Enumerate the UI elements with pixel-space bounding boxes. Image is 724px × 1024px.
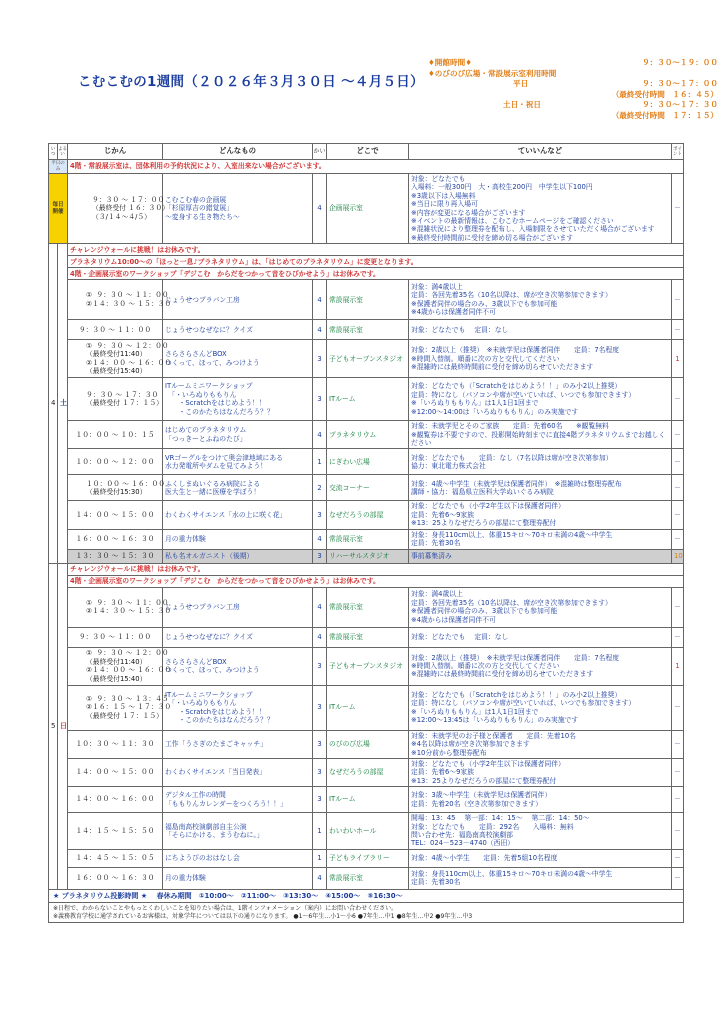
event-point: － bbox=[672, 685, 684, 730]
event-floor: 4 bbox=[313, 627, 327, 647]
event-place: 子どもライブラリー bbox=[327, 849, 409, 867]
schedule-table bbox=[48, 143, 684, 923]
holiday-value: ９：３０～１７：３０ bbox=[642, 100, 718, 110]
notice-text: チャレンジウォールに挑戦！はお休みです。 bbox=[68, 563, 684, 575]
weekday-notice: 4階・常設展示室は、団体利用の予約状況により、入室出来ない場合がございます。 bbox=[68, 160, 684, 174]
page-title: こむこむの1週間（２０２６年３月３０日 ～４月５日） bbox=[78, 74, 424, 90]
event-detail: 対象：未就学児とそのご家族 定員：先着60名 ※観覧無料 ※観覧券は不要ですので、投影開始時刻までに直接4階プラネタリウムまでお越しください bbox=[409, 421, 672, 449]
event-floor: 3 bbox=[313, 787, 327, 813]
event-name: 月の重力体験 bbox=[163, 867, 313, 889]
event-floor: 4 bbox=[313, 280, 327, 320]
event-detail: 対象：満4歳以上 定員：各回先着35名（10名以降は、席が空き次第参加できます） ※保護者同伴の場合のみ、3歳以下でも参加可能 ※4歳からは保護者同伴不可 bbox=[409, 280, 672, 320]
event-row bbox=[49, 685, 684, 730]
event-time: ① ９：３０ ～ １３：４５ ②１６：１５ ～ １７：３０ （最終受付 １７：１５） bbox=[68, 685, 163, 730]
event-row bbox=[49, 280, 684, 320]
holiday-label: 土日・祝日 bbox=[503, 100, 541, 110]
event-detail: 対象：どなたでも 定員：なし bbox=[409, 627, 672, 647]
notice-text: 4階・企画展示室のワークショップ「デジこむ からだをつかって音をひびかせよう」はお休みです。 bbox=[68, 575, 684, 587]
event-name: じょうせつなぜなに？クイズ bbox=[163, 320, 313, 340]
event-name: じょうせつプラバン工房 bbox=[163, 280, 313, 320]
event-row bbox=[49, 647, 684, 685]
day-of-week: 土 bbox=[58, 244, 68, 563]
event-time: ① ９：３０ ～ １１：００ ②１４：３０ ～ １５：３０ bbox=[68, 280, 163, 320]
event-row bbox=[49, 549, 684, 563]
weekday-value: ９：３０～１７：００ bbox=[642, 79, 718, 89]
notice-row bbox=[49, 268, 684, 280]
event-time: １４：００ ～ １５：００ bbox=[68, 758, 163, 786]
event-place: のびのび広場 bbox=[327, 730, 409, 758]
event-point: － bbox=[672, 421, 684, 449]
event-point: － bbox=[672, 280, 684, 320]
event-row bbox=[49, 320, 684, 340]
weekday-row bbox=[49, 160, 684, 174]
header-day: いつ bbox=[49, 144, 58, 160]
event-place: ITルーム bbox=[327, 787, 409, 813]
event-point: － bbox=[672, 449, 684, 475]
event-point: － bbox=[672, 813, 684, 850]
event-floor: 3 bbox=[313, 685, 327, 730]
event-name: わくわくサイエンス「当日発表」 bbox=[163, 758, 313, 786]
event-name: じょうせつなぜなに？クイズ bbox=[163, 627, 313, 647]
event-time: ９：３０ ～ １１：００ bbox=[68, 627, 163, 647]
event-floor: 1 bbox=[313, 449, 327, 475]
event-detail: 対象：2歳以上（推奨） ※未就学児は保護者同伴 定員：7名程度 ※時間入替制。順番に次の方と交代してください ※混雑時には最終時間前に受付を締め切らせていただきます bbox=[409, 340, 672, 378]
opening-hours bbox=[428, 58, 718, 122]
event-time: ① ９：３０ ～ １１：００ ②１４：３０ ～ １５：３０ bbox=[68, 587, 163, 627]
event-name: さらさらさんどBOX つくって、ほって、みつけよう bbox=[163, 647, 313, 685]
notice-text: 4階・企画展示室のワークショップ「デジこむ からだをつかって音をひびかせよう」はお休みです。 bbox=[68, 268, 684, 280]
event-time: １０：３０ ～ １１：３０ bbox=[68, 730, 163, 758]
event-place: 常設展示室 bbox=[327, 867, 409, 889]
weekday-last-value: （最終受付時間 １６：４５） bbox=[611, 89, 718, 99]
header-point: ポイント bbox=[672, 144, 684, 160]
open-value: ９：３０～１９：００ bbox=[642, 58, 718, 67]
footer-note: ※日程で、わからないことやもっとくわしいことを知りたい場合は、1階インフォメーション（案内）にお問い合わせください。 ※義務教育学校に通学されているお客様は、対象学年については以下の通りになります。 ●1～6年生…小1～小6 ●7年生…中1 ●8年生…中2 ●9年生…中3 bbox=[49, 903, 684, 923]
event-point: － bbox=[672, 758, 684, 786]
exhibit-row bbox=[49, 174, 684, 244]
event-floor: 4 bbox=[313, 587, 327, 627]
event-time: １６：００ ～ １６：３０ bbox=[68, 529, 163, 549]
event-point: 1 bbox=[672, 340, 684, 378]
notice-row bbox=[49, 563, 684, 575]
event-point: 10 bbox=[672, 549, 684, 563]
event-point: － bbox=[672, 529, 684, 549]
event-detail: 対象：どなたでも 定員：なし（7名以降は席が空き次第参加） 協力：東北電力株式会社 bbox=[409, 449, 672, 475]
event-row bbox=[49, 449, 684, 475]
event-name: 月の重力体験 bbox=[163, 529, 313, 549]
event-point: － bbox=[672, 867, 684, 889]
exhibit-point: － bbox=[672, 174, 684, 244]
event-name: 工作「うさぎのたまごキャッチ」 bbox=[163, 730, 313, 758]
event-floor: 3 bbox=[313, 647, 327, 685]
exhibit-name: こむこむ春の企画展 「杉原厚吉の錯覚展」 ～変身する生き物たち～ bbox=[163, 174, 313, 244]
event-name: さらさらさんどBOX つくって、ほって、みつけよう bbox=[163, 340, 313, 378]
event-detail: 対象：満4歳以上 定員：各回先着35名（10名以降は、席が空き次第参加できます） ※保護者同伴の場合のみ、3歳以下でも参加可能 ※4歳からは保護者同伴不可 bbox=[409, 587, 672, 627]
event-detail: 対象：4歳～中学生（未就学児は保護者同伴） ※混雑時は整理券配布 講師・協力：福島県立医科大学ぬいぐるみ病院 bbox=[409, 475, 672, 501]
event-name: わくわくサイエンス「水の上に咲く花」 bbox=[163, 501, 313, 529]
event-floor: 3 bbox=[313, 378, 327, 421]
event-detail: 対象：身長110cm以上、体重15キロ～70キロ未満の4歳～中学生 定員：先着30名 bbox=[409, 529, 672, 549]
event-row bbox=[49, 529, 684, 549]
event-place: なぜだろうの部屋 bbox=[327, 758, 409, 786]
event-point: － bbox=[672, 730, 684, 758]
event-floor: 3 bbox=[313, 340, 327, 378]
event-time: １６：００ ～ １６：３０ bbox=[68, 867, 163, 889]
day-number: 5 bbox=[49, 563, 58, 889]
event-time: １０：００ ～ １２：００ bbox=[68, 449, 163, 475]
event-place: 常設展示室 bbox=[327, 529, 409, 549]
event-name: ITルームミニワークショップ 「・いろぬりももりん ・Scratchをはじめよう！！ ・このかたちはなんだろう？？ bbox=[163, 378, 313, 421]
daily-label: 毎日開催 bbox=[49, 174, 68, 244]
header-detail: ていいんなど bbox=[409, 144, 672, 160]
event-detail: 対象：身長110cm以上、体重15キロ～70キロ未満の4歳～中学生 定員：先着30名 bbox=[409, 867, 672, 889]
event-point: － bbox=[672, 587, 684, 627]
header-place: どこで bbox=[327, 144, 409, 160]
event-name: ふくしまぬいぐるみ病院による 医大生と一緒に医療を学ぼう！ bbox=[163, 475, 313, 501]
event-floor: 3 bbox=[313, 501, 327, 529]
event-name: 私も名オルガニスト（後期） bbox=[163, 549, 313, 563]
event-place: 子どもオープンスタジオ bbox=[327, 647, 409, 685]
exhibit-detail: 対象：どなたでも 入場料：一般300円 大・高校生200円 中学生以下100円 ※3歳以下は入場無料 ※当日に限り再入場可 ※内容が変更になる場合がございます ※イベントの最新情報は、こむこむホームページをご確認ください ※混雑状況により整理券を配布し、入場制限をさせていただく場合がございます ※最終受付時間前に受付を締め切る場合がございます bbox=[409, 174, 672, 244]
event-name: 福島南高校演劇部自主公演 「そらにかける、まうむねに。」 bbox=[163, 813, 313, 850]
header-type: よるい bbox=[58, 144, 68, 160]
footer-planetarium-row bbox=[49, 889, 684, 902]
event-time: ９：３０ ～ １７：３０ （最終受付 １７：１５） bbox=[68, 378, 163, 421]
notice-text: プラネタリウム10:00～の「ほっと一息♪プラネタリウム」は、「はじめてのプラネタリウム」に変更となります。 bbox=[68, 256, 684, 268]
event-name: デジタル工作の時間 「ももりんカレンダーをつくろう！！」 bbox=[163, 787, 313, 813]
event-place: なぜだろうの部屋 bbox=[327, 501, 409, 529]
event-time: １４：４５ ～ １５：０５ bbox=[68, 849, 163, 867]
event-row bbox=[49, 475, 684, 501]
event-floor: 2 bbox=[313, 475, 327, 501]
event-row bbox=[49, 501, 684, 529]
event-floor: 1 bbox=[313, 849, 327, 867]
event-time: １３：３０ ～ １５：３０ bbox=[68, 549, 163, 563]
holiday-last-value: （最終受付時間 １７：１５） bbox=[611, 110, 718, 120]
event-name: VRゴーグルをつけて奥会津地域にある 水力発電所やダムを見てみよう！ bbox=[163, 449, 313, 475]
event-name: はじめてのプラネタリウム 「つっきーとふねのたび」 bbox=[163, 421, 313, 449]
event-place: 常設展示室 bbox=[327, 627, 409, 647]
event-point: － bbox=[672, 787, 684, 813]
event-time: １４：００ ～ １６：００ bbox=[68, 787, 163, 813]
event-time: １０：００ ～ １６：００ （最終受付15:30） bbox=[68, 475, 163, 501]
event-point: － bbox=[672, 849, 684, 867]
event-floor: 3 bbox=[313, 549, 327, 563]
event-time: ① ９：３０ ～ １２：００ （最終受付11:40） ②１４：００ ～ １６：００ （最終受付15:40） bbox=[68, 647, 163, 685]
table-header bbox=[49, 144, 684, 160]
day-number: 4 bbox=[49, 244, 58, 563]
event-row bbox=[49, 340, 684, 378]
event-place: 交流コーナー bbox=[327, 475, 409, 501]
event-row bbox=[49, 421, 684, 449]
notice-row bbox=[49, 244, 684, 256]
exhibit-floor: 4 bbox=[313, 174, 327, 244]
event-place: ITルーム bbox=[327, 378, 409, 421]
event-point: － bbox=[672, 627, 684, 647]
event-detail: 対象：どなたでも（「Scratchをはじめよう！！」のみ小2以上推奨） 定員：特になし（パソコンや席が空いていれば、いつでも参加できます） ※「いろぬりももりん」は1人1日1回まで ※12:00～13:45は「いろぬりももりん」のみ実施です bbox=[409, 685, 672, 730]
event-floor: 4 bbox=[313, 529, 327, 549]
open-label: ♦開館時間♦ bbox=[428, 58, 472, 67]
event-time: ① ９：３０ ～ １２：００ （最終受付11:40） ②１４：００ ～ １６：００ （最終受付15:40） bbox=[68, 340, 163, 378]
event-time: ９：３０ ～ １１：００ bbox=[68, 320, 163, 340]
event-row bbox=[49, 867, 684, 889]
event-detail: 対象：4歳～小学生 定員：先着5組10名程度 bbox=[409, 849, 672, 867]
event-row bbox=[49, 813, 684, 850]
plaza-label: ♦のびのび広場・常設展示室利用時間 bbox=[428, 68, 557, 78]
event-row bbox=[49, 587, 684, 627]
event-detail: 事前募集済み bbox=[409, 549, 672, 563]
event-place: ITルーム bbox=[327, 685, 409, 730]
notice-row bbox=[49, 256, 684, 268]
event-point: － bbox=[672, 501, 684, 529]
event-point: － bbox=[672, 475, 684, 501]
event-row bbox=[49, 378, 684, 421]
event-point: － bbox=[672, 378, 684, 421]
event-name: にちようびのおはなし会 bbox=[163, 849, 313, 867]
event-row bbox=[49, 849, 684, 867]
header-floor: かい bbox=[313, 144, 327, 160]
event-detail: 対象：どなたでも（「Scratchをはじめよう！！」のみ小2以上推奨） 定員：特になし（パソコンや席が空いていれば、いつでも参加できます） ※「いろぬりももりん」は1人1日1回まで ※12:00～14:00は「いろぬりももりん」のみ実施です bbox=[409, 378, 672, 421]
event-detail: 対象：2歳以上（推奨） ※未就学児は保護者同伴 定員：7名程度 ※時間入替制。順番に次の方と交代してください ※混雑時には最終時間前に受付を締め切らせていただきます bbox=[409, 647, 672, 685]
event-floor: 4 bbox=[313, 320, 327, 340]
event-row bbox=[49, 787, 684, 813]
event-point: 1 bbox=[672, 647, 684, 685]
event-detail: 開場：13：45 第一部：14：15～ 第二部：14：50～ 対象：どなたでも 定員：292名 入場料：無料 問い合わせ先：福島南高校演劇部 TEL：024－523－4740（西田） bbox=[409, 813, 672, 850]
notice-row bbox=[49, 575, 684, 587]
event-place: リハーサルスタジオ bbox=[327, 549, 409, 563]
exhibit-time: ９：３０ ～ １７：００ （最終受付 １６：３０） （３/１４～４/５） bbox=[68, 174, 163, 244]
event-place: 常設展示室 bbox=[327, 280, 409, 320]
header-time: じかん bbox=[68, 144, 163, 160]
event-name: じょうせつプラバン工房 bbox=[163, 587, 313, 627]
event-time: １４：１５ ～ １５：５０ bbox=[68, 813, 163, 850]
event-floor: 3 bbox=[313, 758, 327, 786]
event-detail: 対象：3歳～中学生（未就学児は保護者同伴） 定員：先着20名（空き次第参加できます） bbox=[409, 787, 672, 813]
footer-note-row bbox=[49, 903, 684, 923]
event-name: ITルームミニワークショップ 「・いろぬりももりん ・Scratchをはじめよう！！ ・このかたちはなんだろう？？ bbox=[163, 685, 313, 730]
event-place: プラネタリウム bbox=[327, 421, 409, 449]
event-detail: 対象：どなたでも 定員：なし bbox=[409, 320, 672, 340]
event-place: 常設展示室 bbox=[327, 587, 409, 627]
event-row bbox=[49, 730, 684, 758]
weekday-label: 平日のみ bbox=[49, 160, 68, 174]
planetarium-times: ★ プラネタリウム投影時間 ★ 春休み期間 ①10:00～ ②11:00～ ③13:30～ ④15:00～ ⑤16:30～ bbox=[49, 889, 684, 902]
event-place: にぎわい広場 bbox=[327, 449, 409, 475]
event-floor: 3 bbox=[313, 730, 327, 758]
event-floor: 4 bbox=[313, 421, 327, 449]
event-row bbox=[49, 758, 684, 786]
event-floor: 4 bbox=[313, 867, 327, 889]
event-place: 子どもオープンスタジオ bbox=[327, 340, 409, 378]
event-time: １０：００ ～ １０：１５ bbox=[68, 421, 163, 449]
notice-text: チャレンジウォールに挑戦！はお休みです。 bbox=[68, 244, 684, 256]
event-place: わいわいホール bbox=[327, 813, 409, 850]
event-detail: 対象：どなたでも（小学2年生以下は保護者同伴） 定員：先着6～9家族 ※13：25よりなぜだろうの部屋にて整理券配付 bbox=[409, 758, 672, 786]
event-detail: 対象：未就学児のお子様と保護者 定員：先着10名 ※4名以降は席が空き次第参加できます ※10分前から整理券配布 bbox=[409, 730, 672, 758]
event-floor: 1 bbox=[313, 813, 327, 850]
event-detail: 対象：どなたでも（小学2年生以下は保護者同伴） 定員：先着6～9家族 ※13：25よりなぜだろうの部屋にて整理券配付 bbox=[409, 501, 672, 529]
day-of-week: 日 bbox=[58, 563, 68, 889]
event-row bbox=[49, 627, 684, 647]
weekday-label: 平日 bbox=[513, 79, 529, 89]
event-point: － bbox=[672, 320, 684, 340]
event-time: １４：００ ～ １５：００ bbox=[68, 501, 163, 529]
event-place: 常設展示室 bbox=[327, 320, 409, 340]
exhibit-place: 企画展示室 bbox=[327, 174, 409, 244]
header-name: どんなもの bbox=[163, 144, 313, 160]
